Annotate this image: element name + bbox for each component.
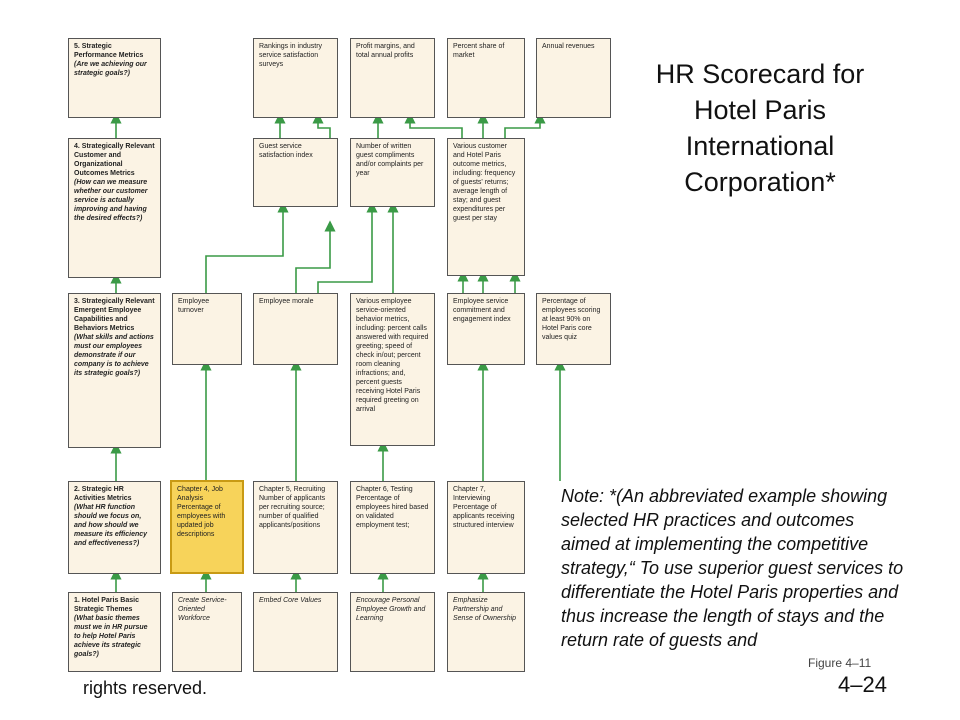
level-4-box <box>68 138 161 278</box>
metric-service-commitment: Employee service commitment and engagement index <box>447 293 525 365</box>
level-4-question: (How can we measure whether our customer service is actually improving and having the desired effects?) <box>74 179 148 222</box>
level-5-question: (Are we achieving our strategic goals?) <box>74 61 147 77</box>
slide-number: 4–24 <box>838 672 887 697</box>
theme-growth-learning: Encourage Personal Employee Growth and Learning <box>350 592 435 672</box>
theme-core-values: Embed Core Values <box>253 592 338 672</box>
metric-annual-revenues: Annual revenues <box>536 38 611 118</box>
hr-job-analysis: Chapter 4, Job Analysis Percentage of employees with updated job descriptions <box>170 480 244 574</box>
level-4-title: 4. Strategically Relevant Customer and Organizational Outcomes Metrics <box>74 143 155 177</box>
level-2-title: 2. Strategic HR Activities Metrics <box>74 486 132 502</box>
level-1-box <box>68 592 161 672</box>
level-3-question: (What skills and actions must our employees demonstrate if our company is to achieve its strategic goals?) <box>74 334 154 377</box>
hr-testing: Chapter 6, Testing Percentage of employees hired based on validated employment test; <box>350 481 435 574</box>
metric-core-values-quiz: Percentage of employees scoring at least 90% on Hotel Paris core values quiz <box>536 293 611 365</box>
metric-profit: Profit margins, and total annual profits <box>350 38 435 118</box>
level-1-question: (What basic themes must we in HR pursue to help Hotel Paris achieve its strategic goals?) <box>74 615 148 658</box>
arrow-turnover-gsi <box>206 207 283 293</box>
level-3-title: 3. Strategically Relevant Emergent Employee Capabilities and Behaviors Metrics <box>74 298 155 332</box>
theme-service-workforce: Create Service-Oriented Workforce <box>172 592 242 672</box>
figure-reference: Figure 4–11 <box>808 656 872 670</box>
metric-market-share: Percent share of market <box>447 38 525 118</box>
theme-partnership: Emphasize Partnership and Sense of Ownership <box>447 592 525 672</box>
slide-title: HR Scorecard for Hotel Paris International Corporation* <box>655 59 865 197</box>
arrow-various-profit <box>410 118 462 138</box>
rights-text: rights reserved. <box>83 678 208 698</box>
level-1-title: 1. Hotel Paris Basic Strategic Themes <box>74 597 139 613</box>
metric-employee-turnover: Employee turnover <box>172 293 242 365</box>
level-2-question: (What HR function should we focus on, and how should we measure its efficiency and effectiveness?) <box>74 504 148 547</box>
hr-recruiting: Chapter 5, Recruiting Number of applicants per recruiting source; number of qualified applicants/positions <box>253 481 338 574</box>
level-3-box <box>68 293 161 448</box>
level-5-title: 5. Strategic Performance Metrics <box>74 43 144 59</box>
arrow-morale-complaints <box>318 207 372 293</box>
metric-service-behaviors: Various employee service-oriented behavior metrics, including: percent calls answered with required greeting; speed of check in/out; percent room cleaning infractions; and, percent guests receiving Hotel Paris required greeting on arrival <box>350 293 435 446</box>
slide-note: Note: *(An abbreviated example showing selected HR practices and outcomes aimed at implementing the competitive strategy,“ To use superior guest services to differentiate the Hotel Paris properties and thus increase the length of stays and the return rate of guests and <box>561 486 904 650</box>
metric-customer-outcomes: Various customer and Hotel Paris outcome metrics, including: frequency of guests' returns; average length of stay; and guest expenditures per guest per stay <box>447 138 525 276</box>
arrow-various-revenue <box>505 118 540 138</box>
arrow-morale-gsi <box>296 226 330 293</box>
metric-guest-satisfaction-index: Guest service satisfaction index <box>253 138 338 207</box>
metric-guest-compliments: Number of written guest compliments and/or complaints per year <box>350 138 435 207</box>
level-2-box <box>68 481 161 574</box>
arrow-complaints-profit <box>318 118 330 138</box>
hr-interviewing: Chapter 7, Interviewing Percentage of applicants receiving structured interview <box>447 481 525 574</box>
metric-rankings: Rankings in industry service satisfaction surveys <box>253 38 338 118</box>
level-5-box <box>68 38 161 118</box>
metric-employee-morale: Employee morale <box>253 293 338 365</box>
